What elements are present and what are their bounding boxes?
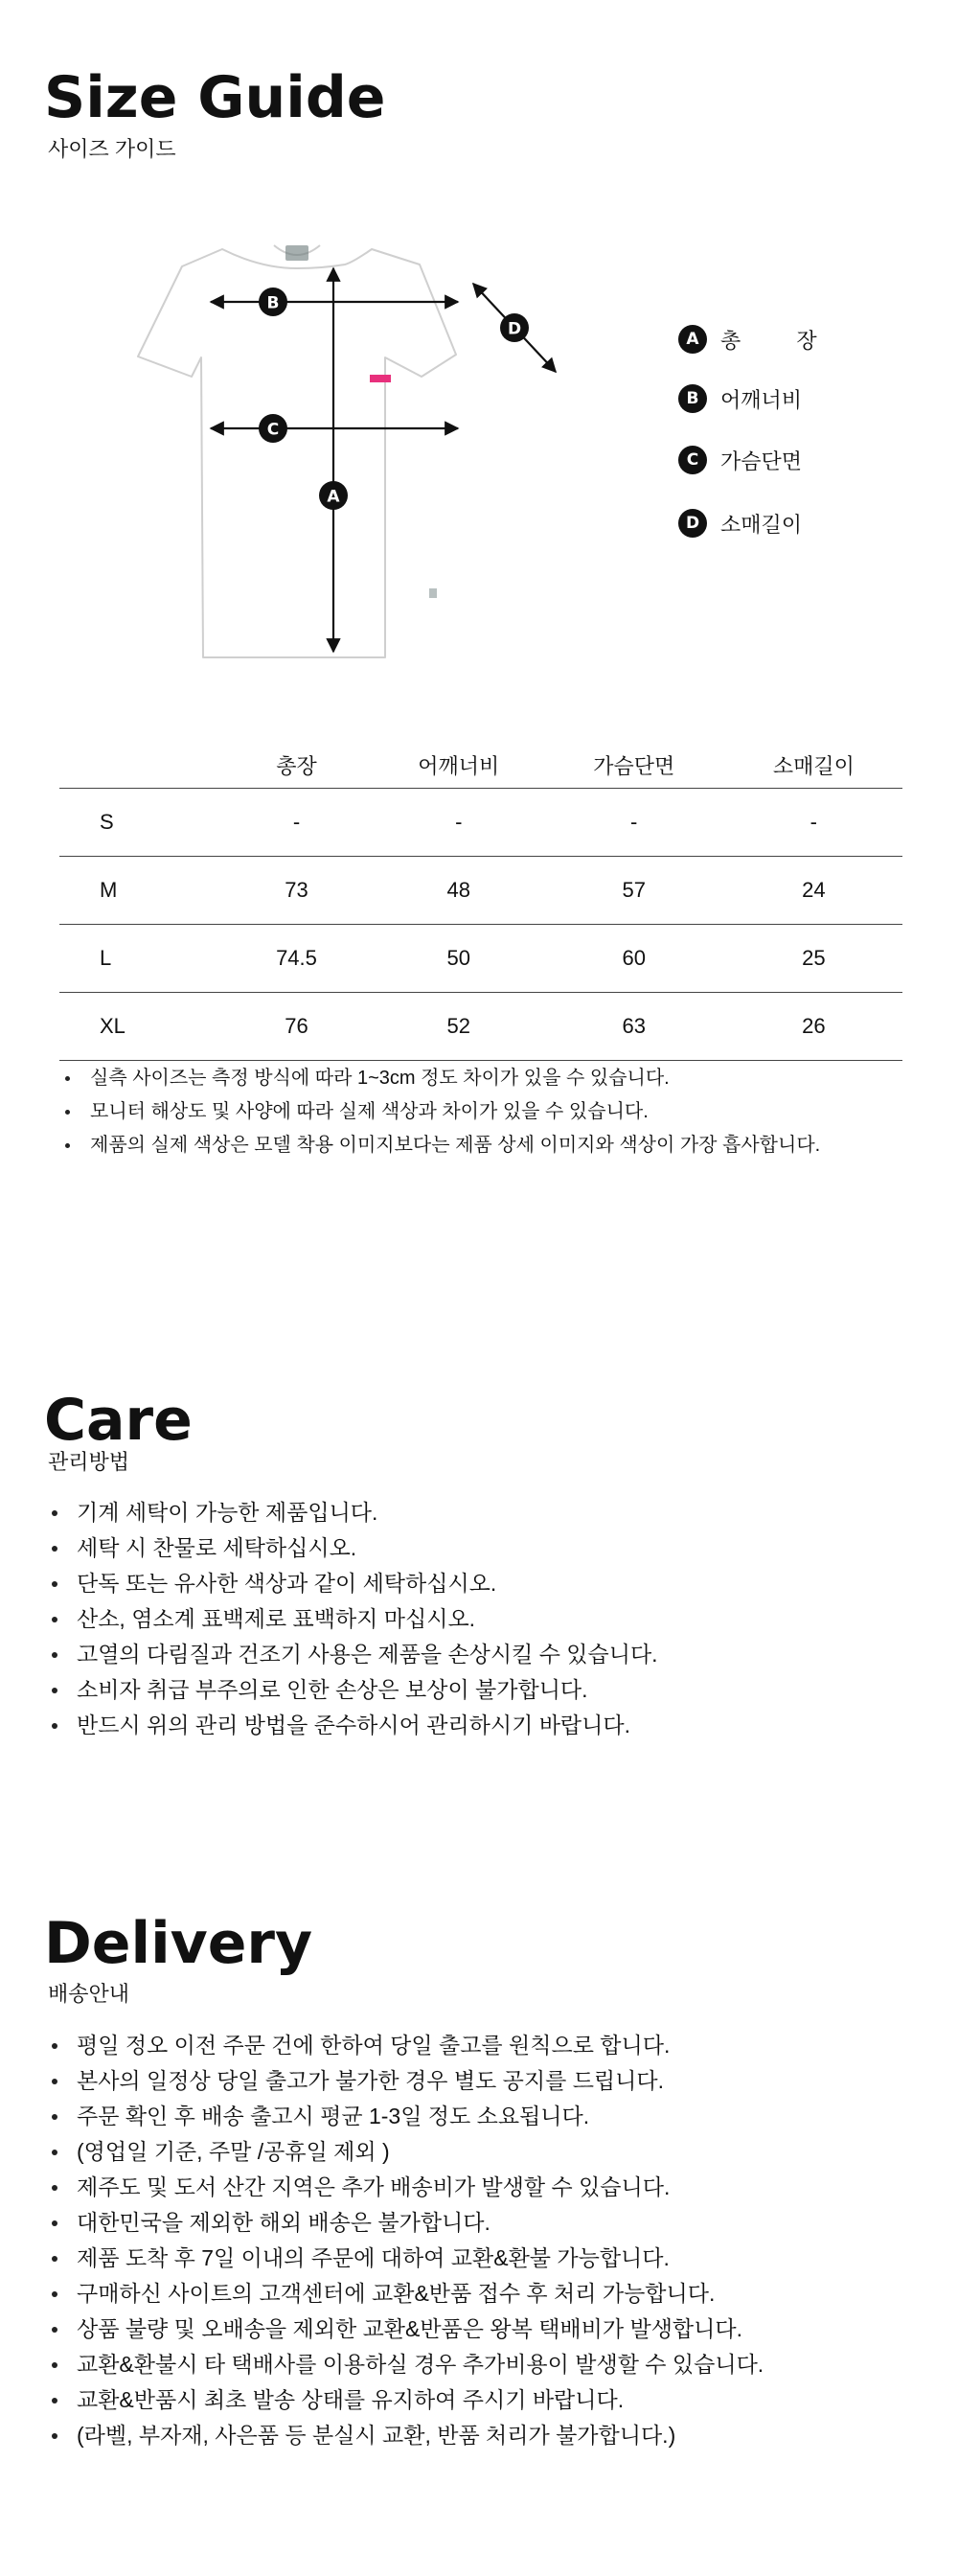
delivery-subtitle: 배송안내 bbox=[48, 1982, 130, 2006]
list-item: 산소, 염소계 표백제로 표백하지 마십시오. bbox=[46, 1601, 658, 1637]
list-item: 단독 또는 유사한 색상과 같이 세탁하십시오. bbox=[46, 1566, 658, 1601]
table-header-cell: 총장 bbox=[218, 742, 375, 789]
list-item: 평일 정오 이전 주문 건에 한하여 당일 출고를 원칙으로 합니다. bbox=[46, 2028, 764, 2063]
table-cell: 25 bbox=[725, 925, 902, 993]
table-header-cell: 가슴단면 bbox=[543, 742, 725, 789]
legend-item-a bbox=[678, 322, 842, 356]
list-item: 기계 세탁이 가능한 제품입니다. bbox=[46, 1495, 658, 1530]
badge-a: A bbox=[678, 325, 707, 354]
care-subtitle: 관리방법 bbox=[48, 1450, 130, 1474]
legend-item-d bbox=[678, 506, 802, 540]
table-cell: 26 bbox=[725, 993, 902, 1061]
list-item: 제주도 및 도서 산간 지역은 추가 배송비가 발생할 수 있습니다. bbox=[46, 2170, 764, 2205]
size-label: XL bbox=[59, 993, 218, 1061]
table-cell: 73 bbox=[218, 857, 375, 925]
size-label: M bbox=[59, 857, 218, 925]
size-label: S bbox=[59, 789, 218, 857]
legend-label: 소매길이 bbox=[720, 512, 803, 537]
side-label-tag bbox=[429, 588, 437, 598]
table-header-row bbox=[59, 742, 902, 789]
list-item: 반드시 위의 관리 방법을 준수하시어 관리하시기 바랍니다. bbox=[46, 1708, 658, 1743]
table-cell: 24 bbox=[725, 857, 902, 925]
legend-item-b bbox=[678, 381, 802, 416]
chest-logo-tag bbox=[370, 375, 391, 382]
svg-text:D: D bbox=[507, 319, 522, 339]
marker-d bbox=[500, 313, 529, 342]
list-item: (라벨, 부자재, 사은품 등 분실시 교환, 반품 처리가 불가합니다.) bbox=[46, 2418, 764, 2453]
table-cell: 57 bbox=[543, 857, 725, 925]
list-item: (영업일 기준, 주말 /공휴일 제외 ) bbox=[46, 2134, 764, 2170]
svg-text:B: B bbox=[266, 293, 280, 313]
badge-d: D bbox=[678, 509, 707, 538]
marker-c bbox=[259, 414, 287, 443]
table-cell: 50 bbox=[375, 925, 543, 993]
table-cell: - bbox=[725, 789, 902, 857]
marker-a bbox=[319, 481, 348, 510]
list-item: 주문 확인 후 배송 출고시 평균 1-3일 정도 소요됩니다. bbox=[46, 2099, 764, 2134]
badge-b: B bbox=[678, 384, 707, 413]
list-item: 제품 도착 후 7일 이내의 주문에 대하여 교환&환불 가능합니다. bbox=[46, 2241, 764, 2276]
list-item: 소비자 취급 부주의로 인한 손상은 보상이 불가합니다. bbox=[46, 1672, 658, 1708]
table-cell: - bbox=[218, 789, 375, 857]
table-row bbox=[59, 993, 902, 1061]
table-cell: 76 bbox=[218, 993, 375, 1061]
table-header-cell: 소매길이 bbox=[725, 742, 902, 789]
list-item: 세탁 시 찬물로 세탁하십시오. bbox=[46, 1530, 658, 1566]
neck-label bbox=[285, 245, 308, 261]
size-label: L bbox=[59, 925, 218, 993]
list-item: 고열의 다림질과 건조기 사용은 제품을 손상시킬 수 있습니다. bbox=[46, 1637, 658, 1672]
badge-c: C bbox=[678, 446, 707, 474]
legend-label: 총 장 bbox=[720, 328, 842, 353]
table-row bbox=[59, 857, 902, 925]
tshirt-shape bbox=[138, 245, 456, 657]
table-cell: 74.5 bbox=[218, 925, 375, 993]
list-item: 상품 불량 및 오배송을 제외한 교환&반품은 왕복 택배비가 발생합니다. bbox=[46, 2312, 764, 2347]
list-item: 본사의 일정상 당일 출고가 불가한 경우 별도 공지를 드립니다. bbox=[46, 2063, 764, 2099]
marker-b bbox=[259, 288, 287, 316]
legend-label: 가슴단면 bbox=[720, 448, 803, 473]
table-cell: - bbox=[543, 789, 725, 857]
table-cell: 63 bbox=[543, 993, 725, 1061]
table-row bbox=[59, 789, 902, 857]
table-cell: 52 bbox=[375, 993, 543, 1061]
table-header-cell bbox=[59, 742, 218, 789]
list-item: 교환&환불시 타 택배사를 이용하실 경우 추가비용이 발생할 수 있습니다. bbox=[46, 2347, 764, 2382]
table-row bbox=[59, 925, 902, 993]
table-header-cell: 어깨너비 bbox=[375, 742, 543, 789]
tshirt-measurement-diagram bbox=[134, 230, 594, 671]
delivery-title: Delivery bbox=[44, 1910, 313, 1977]
list-item: 제품의 실제 색상은 모델 착용 이미지보다는 제품 상세 이미지와 색상이 가장 흡사합니다. bbox=[59, 1129, 820, 1162]
svg-text:A: A bbox=[327, 487, 340, 507]
list-item: 교환&반품시 최초 발송 상태를 유지하여 주시기 바랍니다. bbox=[46, 2382, 764, 2418]
table-cell: 60 bbox=[543, 925, 725, 993]
table-cell: 48 bbox=[375, 857, 543, 925]
legend-label: 어깨너비 bbox=[720, 387, 803, 412]
list-item: 구매하신 사이트의 고객센터에 교환&반품 접수 후 처리 가능합니다. bbox=[46, 2276, 764, 2312]
size-guide-title: Size Guide bbox=[44, 64, 386, 131]
delivery-list bbox=[46, 2028, 764, 2453]
care-list bbox=[46, 1495, 658, 1743]
list-item: 모니터 해상도 및 사양에 따라 실제 색상과 차이가 있을 수 있습니다. bbox=[59, 1095, 820, 1129]
size-notes-list bbox=[59, 1062, 820, 1162]
size-table bbox=[59, 742, 902, 1061]
table-cell: - bbox=[375, 789, 543, 857]
size-guide-subtitle: 사이즈 가이드 bbox=[48, 137, 176, 161]
legend-item-c bbox=[678, 443, 802, 477]
list-item: 대한민국을 제외한 해외 배송은 불가합니다. bbox=[46, 2205, 764, 2241]
list-item: 실측 사이즈는 측정 방식에 따라 1~3cm 정도 차이가 있을 수 있습니다. bbox=[59, 1062, 820, 1095]
care-title: Care bbox=[44, 1387, 193, 1454]
svg-text:C: C bbox=[266, 420, 280, 440]
